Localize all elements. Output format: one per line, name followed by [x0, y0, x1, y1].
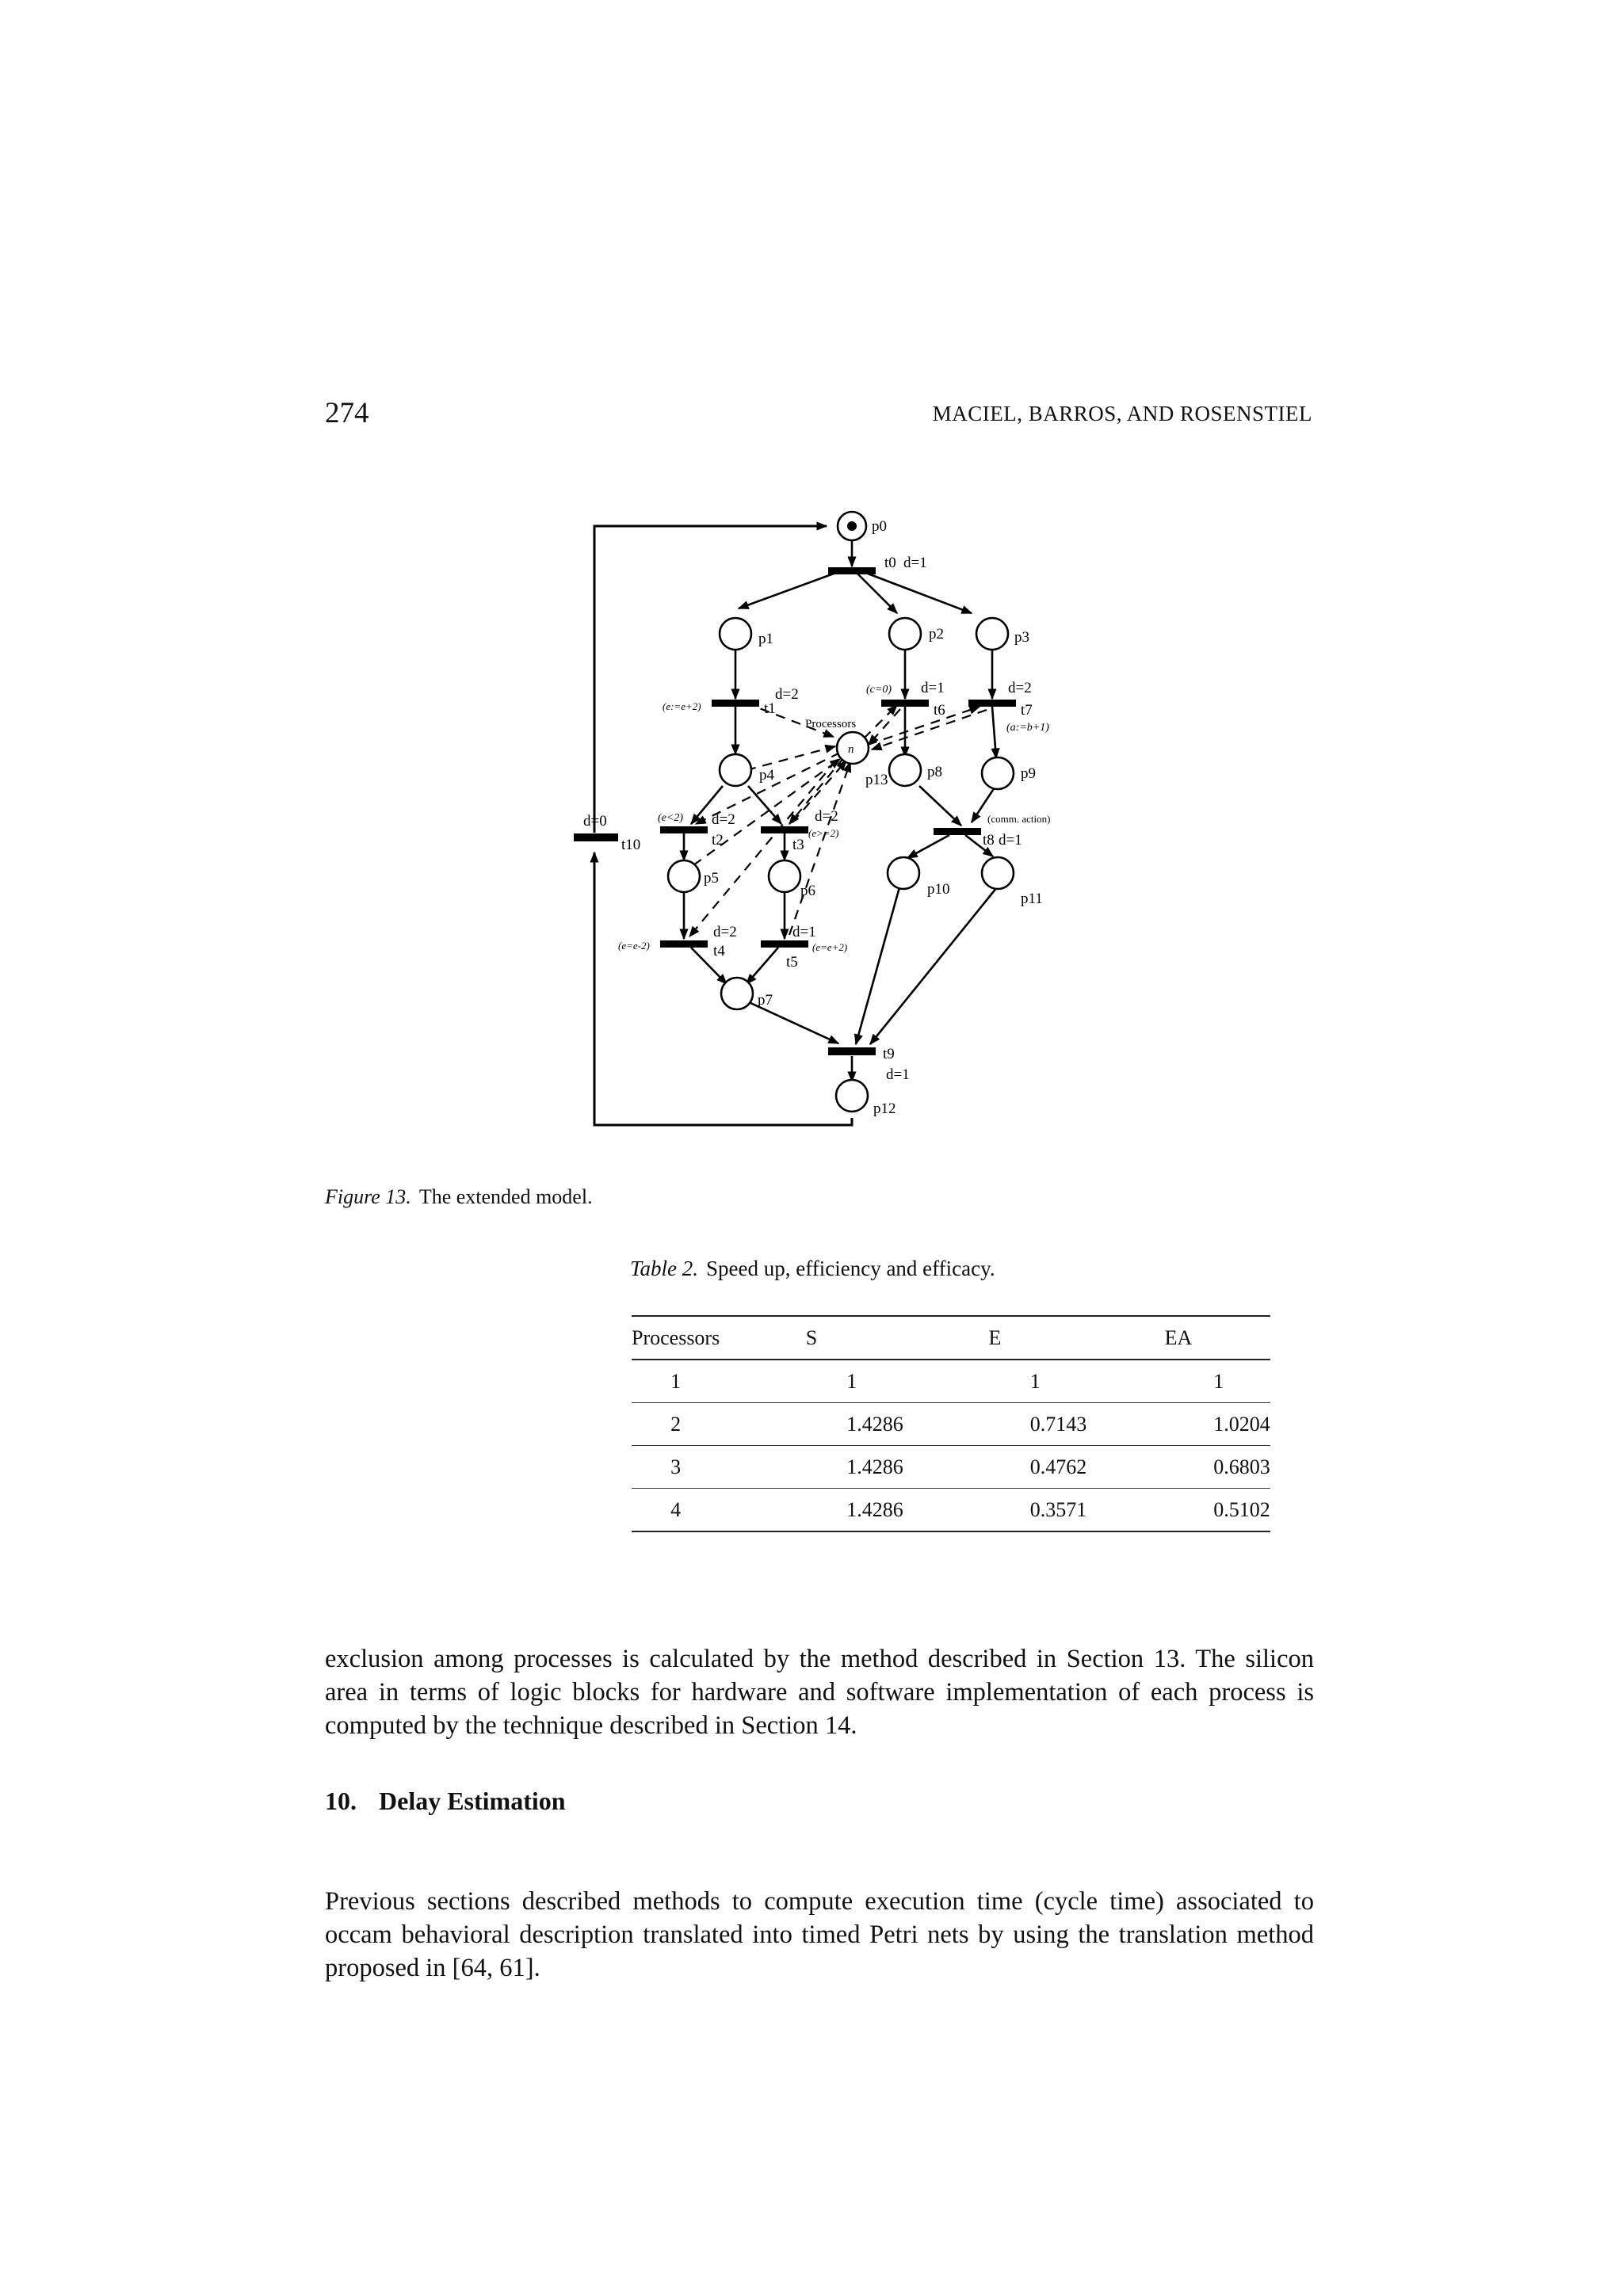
label-p1: p1: [758, 631, 773, 647]
label-t9-delay: d=1: [886, 1066, 910, 1083]
column-header: E: [988, 1325, 1002, 1349]
label-p10: p10: [927, 881, 950, 898]
place-p8: [889, 754, 921, 786]
figure-caption: [325, 1185, 593, 1209]
table-cell: 1.4286: [846, 1412, 903, 1436]
label-p0: p0: [872, 518, 887, 535]
table-cell: 1: [670, 1369, 682, 1393]
table-cell: 1: [1213, 1369, 1224, 1393]
arc-p8-t8: [919, 786, 961, 826]
table-cell: 3: [670, 1455, 682, 1478]
label-t10: t10: [621, 837, 641, 853]
transition-t8: [934, 828, 981, 835]
table-cell: 1: [846, 1369, 857, 1393]
label-t7-delay: d=2: [1008, 680, 1032, 696]
label-t1-delay: d=2: [775, 686, 799, 703]
label-t5-delay: d=1: [792, 924, 816, 940]
table-cell: 0.3571: [1029, 1497, 1087, 1521]
arc-t0-p1: [739, 574, 834, 608]
place-p11: [982, 857, 1014, 889]
label-t8-delay: d=1: [999, 832, 1022, 849]
table-row: [632, 1446, 1270, 1489]
page-number: 274: [325, 397, 369, 429]
label-t6-guard: (c=0): [866, 684, 892, 696]
table-cell: 1: [1029, 1369, 1041, 1393]
column-header: EA: [1164, 1325, 1193, 1349]
arc-p10-t9: [856, 887, 899, 1044]
section-number: 10.: [325, 1787, 357, 1815]
table-cell: 1.4286: [846, 1455, 903, 1478]
label-p12: p12: [873, 1100, 896, 1117]
label-t8-note: (comm. action): [987, 813, 1051, 825]
table-caption-label: Table 2.: [630, 1257, 699, 1280]
place-p5: [668, 860, 700, 892]
arc-processors-t6: [864, 705, 897, 738]
table-cell: 0.5102: [1213, 1497, 1270, 1521]
table-caption: [630, 1257, 995, 1281]
transition-t3: [761, 826, 808, 833]
place-p12: [836, 1080, 868, 1112]
figure-caption-label: Figure 13.: [325, 1185, 411, 1208]
body-paragraph: Previous sections described methods to compute execution time (cycle time) associated to occam behavioral description translated into timed Petri nets by using the translation method proposed in [64, 61].: [325, 1886, 1314, 1982]
transition-t10: [574, 833, 618, 841]
arc-t7-p9: [992, 707, 996, 758]
label-t5: t5: [786, 954, 798, 971]
label-t7: t7: [1021, 702, 1033, 719]
transition-t1: [712, 700, 759, 707]
label-p11: p11: [1021, 891, 1043, 907]
label-p3: p3: [1014, 629, 1029, 646]
label-t9: t9: [883, 1046, 895, 1062]
label-t0: t0: [884, 555, 896, 571]
label-token-n: n: [848, 743, 854, 756]
label-t4-delay: d=2: [713, 924, 737, 940]
label-t2: t2: [712, 832, 724, 849]
transition-t9: [828, 1047, 876, 1055]
table-row: [632, 1489, 1270, 1532]
table-caption-text: Speed up, efficiency and efficacy.: [706, 1257, 995, 1280]
label-t3-delay: d=2: [815, 808, 838, 825]
arc-t5-p7: [747, 948, 778, 984]
label-t8: t8: [983, 832, 995, 849]
table-row: [632, 1403, 1270, 1446]
figure-caption-text: The extended model.: [418, 1185, 593, 1208]
label-t0-delay: d=1: [903, 555, 927, 571]
label-t6-delay: d=1: [921, 680, 945, 696]
label-t3-guard: (e>=2): [808, 827, 839, 839]
label-t5-guard: (e=e+2): [812, 941, 848, 953]
transition-t0: [828, 567, 876, 574]
label-p5: p5: [704, 870, 719, 887]
column-header: S: [805, 1325, 818, 1349]
table-header-row: [632, 1316, 1270, 1360]
petri-net-figure: [555, 491, 1078, 1141]
label-t1-guard: (e:=e+2): [663, 700, 701, 712]
label-t7-action: (a:=b+1): [1006, 722, 1049, 734]
table-row: [632, 1360, 1270, 1403]
transition-t2: [660, 826, 708, 833]
label-t6: t6: [934, 702, 945, 719]
body-paragraph: exclusion among processes is calculated by the method described in Section 13. The silicon area in terms of logic blocks for hardware and software implementation of each process is computed by the technique described in Section 14.: [325, 1644, 1314, 1740]
section-heading: [325, 1787, 566, 1816]
table-cell: 4: [670, 1497, 682, 1521]
running-head: MACIEL, BARROS, AND ROSENSTIEL: [932, 402, 1312, 425]
label-t10-delay: d=0: [583, 813, 607, 830]
place-p2: [889, 618, 921, 650]
label-p9: p9: [1021, 765, 1036, 782]
label-t4: t4: [713, 943, 725, 959]
arc-t0-p3: [868, 574, 972, 613]
label-p13: p13: [865, 772, 888, 788]
place-p7: [721, 978, 753, 1009]
place-p9: [982, 757, 1014, 789]
table-cell: 2: [670, 1412, 682, 1436]
label-p2: p2: [929, 626, 944, 643]
column-header: Processors: [632, 1325, 720, 1349]
arc-t8-p10: [907, 835, 949, 858]
table-cell: 0.7143: [1029, 1412, 1087, 1436]
arc-t10-p0: [594, 526, 827, 833]
label-t2-guard: (e<2): [658, 812, 683, 824]
table-cell: 1.4286: [846, 1497, 903, 1521]
label-t1: t1: [764, 700, 776, 717]
speedup-table: [632, 1315, 1270, 1532]
table-cell: 1.0204: [1213, 1412, 1270, 1436]
label-t2-delay: d=2: [712, 811, 735, 828]
transition-t6: [881, 700, 929, 707]
arc-t0-p2: [857, 574, 897, 613]
transition-t4: [660, 940, 708, 948]
arc-processors-t4: [689, 761, 839, 936]
place-p1: [720, 618, 751, 650]
label-p7: p7: [758, 992, 773, 1009]
table-cell: 0.6803: [1213, 1455, 1270, 1478]
place-p10: [888, 857, 919, 889]
place-p3: [976, 618, 1008, 650]
label-p6: p6: [800, 883, 815, 899]
place-p4: [720, 754, 751, 786]
label-processors: Processors: [805, 718, 857, 730]
label-t3: t3: [792, 837, 804, 853]
token-p0: [847, 521, 857, 531]
table-cell: 0.4762: [1029, 1455, 1087, 1478]
label-p8: p8: [927, 764, 942, 780]
transition-t7: [968, 700, 1016, 707]
section-title: Delay Estimation: [379, 1787, 566, 1815]
label-t4-guard: (e=e-2): [618, 940, 650, 952]
arc-p11-t9: [870, 887, 997, 1044]
transition-t5: [761, 940, 808, 948]
place-p6: [769, 860, 800, 892]
arc-t7-processors: [872, 710, 987, 749]
label-p4: p4: [759, 767, 774, 784]
